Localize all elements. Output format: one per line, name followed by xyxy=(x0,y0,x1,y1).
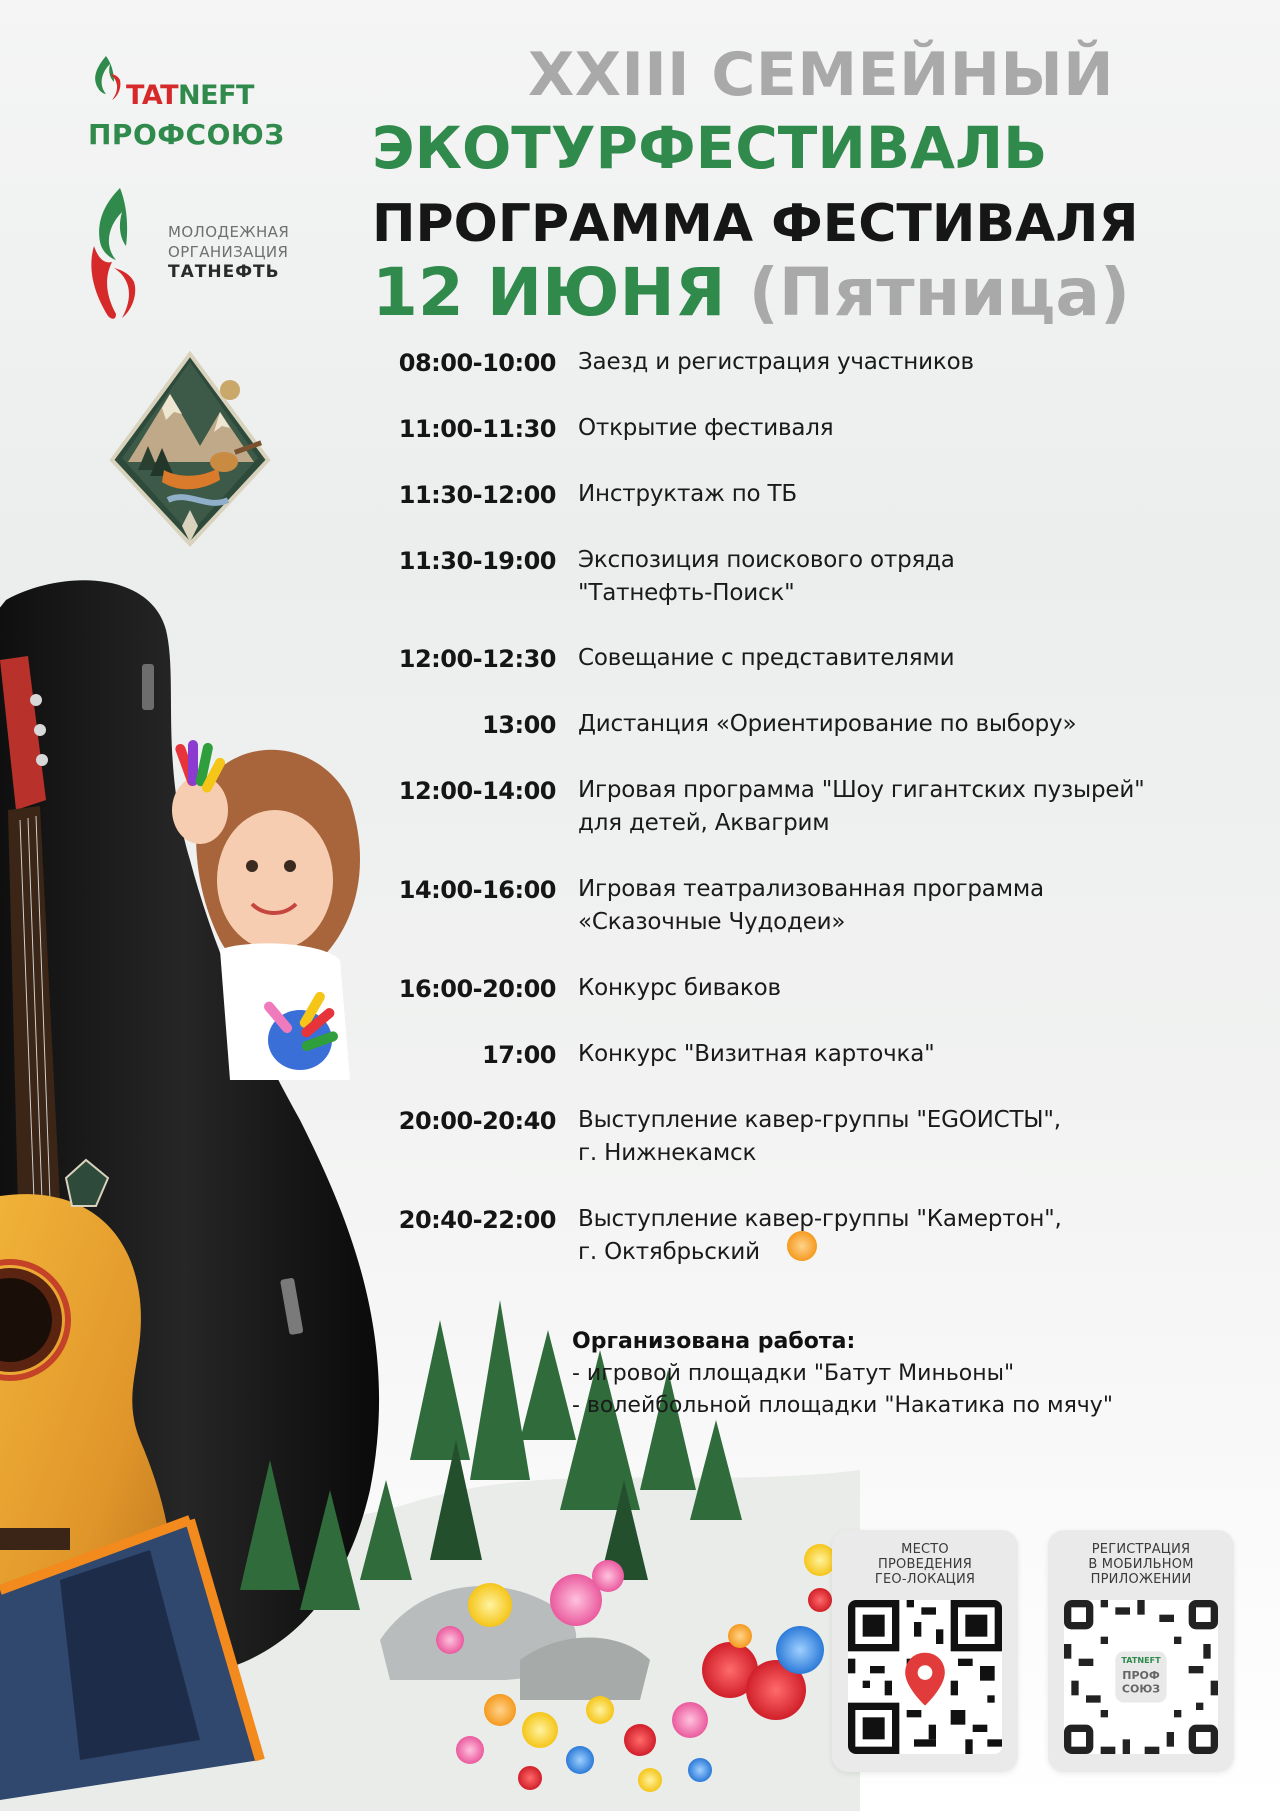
schedule-event: Игровая программа "Шоу гигантских пузырей" для детей, Аквагрим xyxy=(578,777,1145,836)
youth-org-line2: ОРГАНИЗАЦИЯ xyxy=(168,243,289,261)
schedule-time: 11:30-12:00 xyxy=(398,481,556,509)
youth-org-line1: МОЛОДЕЖНАЯ xyxy=(168,223,290,241)
qr-caption-location: МЕСТО ПРОВЕДЕНИЯ ГЕО-ЛОКАЦИЯ xyxy=(874,1542,976,1587)
schedule-event: Игровая театрализованная программа «Сказочные Чудодеи» xyxy=(578,876,1044,935)
youth-org-text xyxy=(168,222,289,282)
qr-code xyxy=(848,1600,1002,1754)
schedule-time: 13:00 xyxy=(482,711,556,739)
svg-text:СОЮЗ: СОЮЗ xyxy=(1121,1682,1161,1696)
header-program-title: ПРОГРАММА ФЕСТИВАЛЯ xyxy=(372,194,1139,254)
header-date xyxy=(372,254,1130,331)
header-edition: XXIII СЕМЕЙНЫЙ xyxy=(528,40,1114,110)
qr-card-location[interactable] xyxy=(832,1530,1018,1772)
guitar-illustration xyxy=(0,560,860,1811)
tatneft-brand-text: TATNEFT xyxy=(126,80,254,111)
qr-card-registration[interactable] xyxy=(1048,1530,1234,1772)
schedule-time: 11:30-19:00 xyxy=(398,547,556,575)
header-day-of-week: (Пятница) xyxy=(748,254,1131,331)
schedule-event: Конкурс "Визитная карточка" xyxy=(578,1041,935,1067)
organized-activities-title: Организована работа: xyxy=(572,1329,856,1354)
mountain-emblem-icon xyxy=(108,350,272,548)
organized-activity-item: - игровой площадки "Батут Миньоны" xyxy=(572,1361,1015,1386)
schedule-time: 16:00-20:00 xyxy=(398,975,556,1003)
qr-caption-registration: РЕГИСТРАЦИЯ В МОБИЛЬНОМ ПРИЛОЖЕНИИ xyxy=(1088,1542,1194,1587)
schedule-time: 17:00 xyxy=(482,1041,556,1069)
union-label: ПРОФСОЮЗ xyxy=(88,118,285,151)
svg-text:TATNEFT: TATNEFT xyxy=(1121,1656,1161,1666)
youth-org-flame-icon xyxy=(86,186,138,322)
schedule-time: 12:00-14:00 xyxy=(398,777,556,805)
schedule-time: 20:00-20:40 xyxy=(398,1107,556,1135)
svg-text:ПРОФ: ПРОФ xyxy=(1122,1669,1160,1683)
schedule-event: Заезд и регистрация участников xyxy=(578,349,974,375)
schedule-event: Дистанция «Ориентирование по выбору» xyxy=(578,711,1077,737)
tatneft-union-logo xyxy=(86,52,306,152)
header-date-value: 12 ИЮНЯ xyxy=(372,254,726,331)
schedule-event: Выступление кавер-группы "EGOИСТЫ", г. Нижнекамск xyxy=(578,1107,1061,1166)
youth-organization-logo xyxy=(86,186,316,326)
schedule-event: Экспозиция поискового отряда "Татнефть-Поиск" xyxy=(578,547,955,606)
schedule-time: 12:00-12:30 xyxy=(398,645,556,673)
schedule-time: 08:00-10:00 xyxy=(398,349,556,377)
schedule-time: 20:40-22:00 xyxy=(398,1206,556,1234)
qr-code-location[interactable] xyxy=(848,1600,1002,1754)
schedule-time: 11:00-11:30 xyxy=(398,415,556,443)
schedule-event: Выступление кавер-группы "Камертон", г. Октябрьский xyxy=(578,1206,1062,1265)
youth-org-line3: ТАТНЕФТЬ xyxy=(168,262,280,282)
qr-code xyxy=(1064,1600,1218,1754)
tatneft-flame-icon xyxy=(88,54,128,104)
schedule-event: Совещание с представителями xyxy=(578,645,955,671)
schedule-event: Инструктаж по ТБ xyxy=(578,481,797,507)
painted-hand-left xyxy=(172,740,228,844)
schedule-event: Конкурс биваков xyxy=(578,975,781,1001)
qr-code-registration[interactable] xyxy=(1064,1600,1218,1754)
organized-activities xyxy=(572,1326,1262,1422)
header-festival-name: ЭКОТУРФЕСТИВАЛЬ xyxy=(372,114,1048,182)
schedule-event: Открытие фестиваля xyxy=(578,415,834,441)
schedule-time: 14:00-16:00 xyxy=(398,876,556,904)
organized-activity-item: - волейбольной площадки "Накатика по мячу" xyxy=(572,1393,1113,1418)
